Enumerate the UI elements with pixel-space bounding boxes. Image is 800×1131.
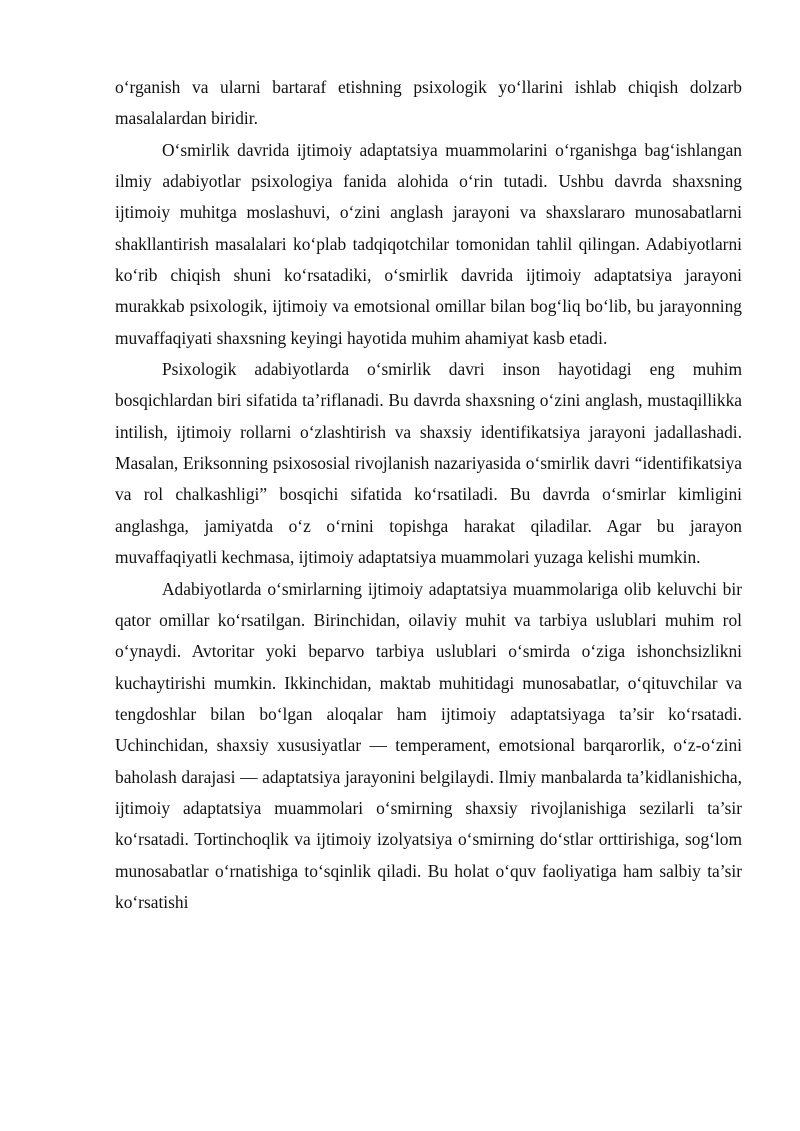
paragraph-2: O‘smirlik davrida ijtimoiy adaptatsiya muammolarini o‘rganishga bag‘ishlangan ilmiy adabiyotlar psixologiya fanida alohida o‘rin tutadi. Ushbu davrda shaxsning ijtimoiy muhitga moslashuvi, o‘zini anglash jarayoni va shaxslararo munosabatlarni shakllantirish masalalari ko‘plab tadqiqotchilar tomonidan tahlil qilingan. Adabiyotlarni ko‘rib chiqish shuni ko‘rsatadiki, o‘smirlik davrida ijtimoiy adaptatsiya jarayoni murakkab psixologik, ijtimoiy va emotsional omillar bilan bog‘liq bo‘lib, bu jarayonning muvaffaqiyati shaxsning keyingi hayotida muhim ahamiyat kasb etadi. (115, 139, 742, 348)
paragraph-1: o‘rganish va ularni bartaraf etishning psixologik yo‘llarini ishlab chiqish dolzarb masalalardan biridir. (115, 77, 742, 129)
document-page (115, 72, 742, 918)
paragraph-4: Adabiyotlarda o‘smirlarning ijtimoiy adaptatsiya muammolariga olib keluvchi bir qator omillar ko‘rsatilgan. Birinchidan, oilaviy muhit va tarbiya uslublari muhim rol o‘ynaydi. Avtoritar yoki beparvo tarbiya uslublari o‘smirda o‘ziga ishonchsizlikni kuchaytirishi mumkin. Ikkinchidan, maktab muhitidagi munosabatlar, o‘qituvchilar va tengdoshlar bilan bo‘lgan aloqalar ham ijtimoiy adaptatsiyaga ta’sir ko‘rsatadi. Uchinchidan, shaxsiy xususiyatlar — temperament, emotsional barqarorlik, o‘z-o‘zini baholash darajasi — adaptatsiya jarayonini belgilaydi. Ilmiy manbalarda ta’kidlanishicha, ijtimoiy adaptatsiya muammolari o‘smirning shaxsiy rivojlanishiga sezilarli ta’sir ko‘rsatadi. Tortinchoqlik va ijtimoiy izolyatsiya o‘smirning do‘stlar orttirishiga, sog‘lom munosabatlar o‘rnatishiga to‘sqinlik qiladi. Bu holat o‘quv faoliyatiga ham salbiy ta’sir ko‘rsatishi (115, 578, 742, 912)
paragraph-3: Psixologik adabiyotlarda o‘smirlik davri inson hayotidagi eng muhim bosqichlardan biri sifatida ta’riflanadi. Bu davrda shaxsning o‘zini anglash, mustaqillikka intilish, ijtimoiy rollarni o‘zlashtirish va shaxsiy identifikatsiya jarayoni jadallashadi. Masalan, Eriksonning psixososial rivojlanish nazariyasida o‘smirlik davri “identifikatsiya va rol chalkashligi” bosqichi sifatida ko‘rsatiladi. Bu davrda o‘smirlar kimligini anglashga, jamiyatda o‘z o‘rnini topishga harakat qiladilar. Agar bu jarayon muvaffaqiyatli kechmasa, ijtimoiy adaptatsiya muammolari yuzaga kelishi mumkin. (115, 359, 742, 568)
